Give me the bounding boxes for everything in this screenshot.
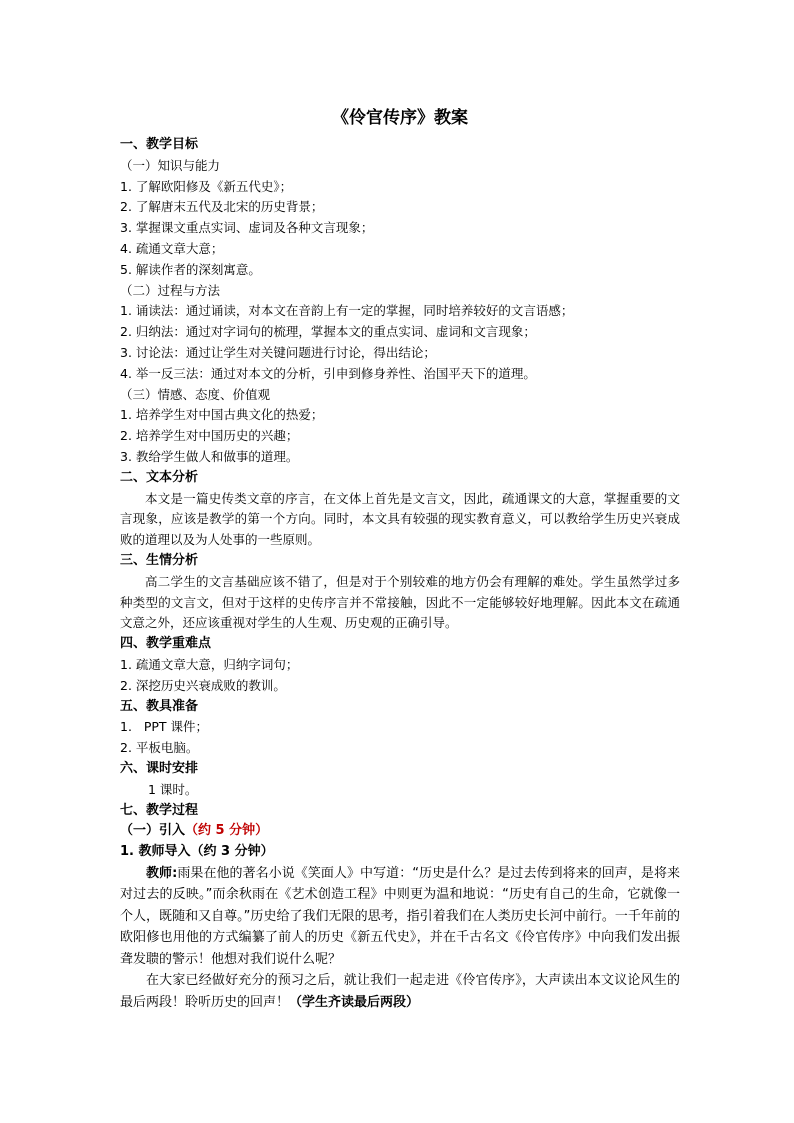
subheading-values: （三）情感、态度、价值观 [120, 386, 271, 402]
text-analysis-paragraph: 本文是一篇史传类文章的序言，在文体上首先是文言文，因此，疏通课文的大意，掌握重要的文言现象，应该是教学的第一个方向。同时，本文具有较强的现实教育意义，可以教给学生历史兴衰成败的道理以及为人处事的一些原则。 [120, 490, 680, 548]
list-item: 2. 平板电脑。 [120, 740, 199, 756]
list-item: 5. 解读作者的深刻寓意。 [120, 261, 261, 277]
introduction-time: （约 5 分钟） [185, 823, 269, 839]
list-item: 2. 培养学生对中国历史的兴趣； [120, 428, 299, 444]
document-title: 《伶官传序》教案 [332, 108, 468, 128]
subheading-knowledge: （一）知识与能力 [120, 157, 221, 173]
step-teacher-intro: 1. 教师导入（约 3 分钟） [120, 844, 274, 860]
reading-instruction-paragraph [120, 970, 680, 1013]
list-item: 3. 教给学生做人和做事的道理。 [120, 448, 299, 464]
list-item: 2. 了解唐末五代及北宋的历史背景； [120, 199, 324, 215]
section-heading-objectives: 一、教学目标 [120, 137, 199, 152]
list-item: 3. 掌握课文重点实词、虚词及各种文言现象； [120, 220, 374, 236]
list-item: 1. 诵读法：通过诵读，对本文在音韵上有一定的掌握，同时培养较好的文言语感； [120, 303, 574, 319]
section-heading-process: 七、教学过程 [120, 802, 199, 818]
subheading-introduction [120, 821, 680, 842]
student-analysis-paragraph: 高二学生的文言基础应该不错了，但是对于个别较难的地方仍会有理解的难处。学生虽然学过多种类型的文言文，但对于这样的史传序言并不常接触，因此不一定能够较好地理解。因此本文在疏通文意之外，还应该重视对学生的人生观、历史观的正确引导。 [120, 573, 680, 631]
section-heading-teaching-aids: 五、教具准备 [120, 698, 199, 714]
subheading-process: （二）过程与方法 [120, 282, 221, 298]
list-item: 1. PPT 课件； [120, 719, 209, 735]
schedule-text: 1 课时。 [148, 781, 198, 797]
list-item: 1. 了解欧阳修及《新五代史》； [120, 178, 293, 194]
section-heading-key-points: 四、教学重难点 [120, 636, 212, 652]
list-item: 4. 疏通文章大意； [120, 240, 224, 256]
teacher-label: 教师: [146, 865, 178, 881]
section-heading-student-analysis: 三、生情分析 [120, 552, 199, 568]
section-heading-schedule: 六、课时安排 [120, 760, 199, 776]
list-item: 3. 讨论法：通过让学生对关键问题进行讨论，得出结论； [120, 344, 436, 360]
introduction-label: （一）引入 [120, 823, 186, 839]
document-page [120, 103, 680, 1013]
reading-instruction-note: （学生齐读最后两段） [289, 994, 420, 1010]
section-heading-text-analysis: 二、文本分析 [120, 469, 199, 485]
list-item: 4. 举一反三法：通过对本文的分析，引申到修身养性、治国平天下的道理。 [120, 365, 536, 381]
teacher-intro-paragraph [120, 863, 680, 971]
list-item: 1. 疏通文章大意，归纳字词句； [120, 656, 299, 672]
reading-instruction-text: 在大家已经做好充分的预习之后，就让我们一起走进《伶官传序》，大声读出本文议论风生的最后两段！聆听历史的回声！ [120, 973, 680, 1010]
teacher-intro-text: 雨果在他的著名小说《笑面人》中写道：“历史是什么？是过去传到将来的回声，是将来对过去的反映。”而余秋雨在《艺术创造工程》中则更为温和地说：“历史有自己的生命，它就像一个人，既随和又自尊。”历史给了我们无限的思考，指引着我们在人类历史长河中前行。一千年前的欧阳修也用他的方式编纂了前人的历史《新五代史》，并在千古名文《伶官传序》中向我们发出振聋发聩的警示！他想对我们说什么呢？ [120, 865, 680, 967]
list-item: 2. 归纳法：通过对字词句的梳理，掌握本文的重点实词、虚词和文言现象； [120, 324, 536, 340]
list-item: 2. 深挖历史兴衰成败的教训。 [120, 677, 286, 693]
list-item: 1. 培养学生对中国古典文化的热爱； [120, 407, 324, 423]
